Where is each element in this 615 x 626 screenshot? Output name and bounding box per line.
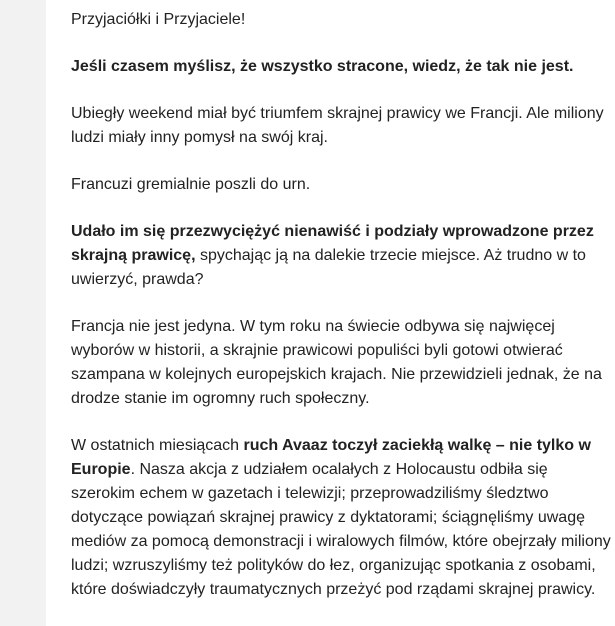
paragraph-4-bold: Udało im się przezwyciężyć nienawiść i podziały wprowadzone przez skrajną prawicę, [71, 223, 594, 264]
paragraph-4 [71, 220, 611, 292]
paragraph-3: Francuzi gremialnie poszli do urn. [71, 176, 311, 193]
paragraph-6 [71, 434, 611, 602]
paragraph-6-text: . Nasza akcja z udziałem ocalałych z Holocaustu odbiła się szerokim echem w gazetach i telewizji; przeprowadziliśmy śledztwo dotyczące powiązań skrajnej prawicy z dyktatorami; ściągnęliśmy uwagę mediów za pomocą demonstracji i wiralowych filmów, które obejrzały miliony ludzi; wzruszyliśmy też polityków do łez, organizując spotkania z osobami, które doświadczyły traumatycznych przeżyć pod rządami skrajnej prawicy. [71, 461, 611, 598]
paragraph-5: Francja nie jest jedyna. W tym roku na świecie odbywa się najwięcej wyborów w historii, a skrajnie prawicowi populiści byli gotowi otwierać szampana w kolejnych europejskich krajach. Nie przewidzieli jednak, że na drodze stanie im ogromny ruch społeczny. [71, 318, 602, 407]
email-body [46, 0, 615, 626]
email-content [71, 8, 611, 625]
greeting: Przyjaciółki i Przyjaciele! [71, 11, 246, 28]
paragraph-2: Ubiegły weekend miał być triumfem skrajnej prawicy we Francji. Ale miliony ludzi miały inny pomysł na swój kraj. [71, 105, 604, 146]
paragraph-6-bold: ruch Avaaz toczył zaciekłą walkę – nie tylko w Europie [71, 437, 591, 478]
paragraph-4-text: spychając ją na dalekie trzecie miejsce. Aż trudno w to uwierzyć, prawda? [71, 247, 586, 288]
paragraph-6-start: W ostatnich miesiącach [71, 437, 244, 454]
paragraph-1 [71, 55, 611, 79]
paragraph-1-bold: Jeśli czasem myślisz, że wszystko stracone, wiedz, że tak nie jest. [71, 58, 574, 75]
